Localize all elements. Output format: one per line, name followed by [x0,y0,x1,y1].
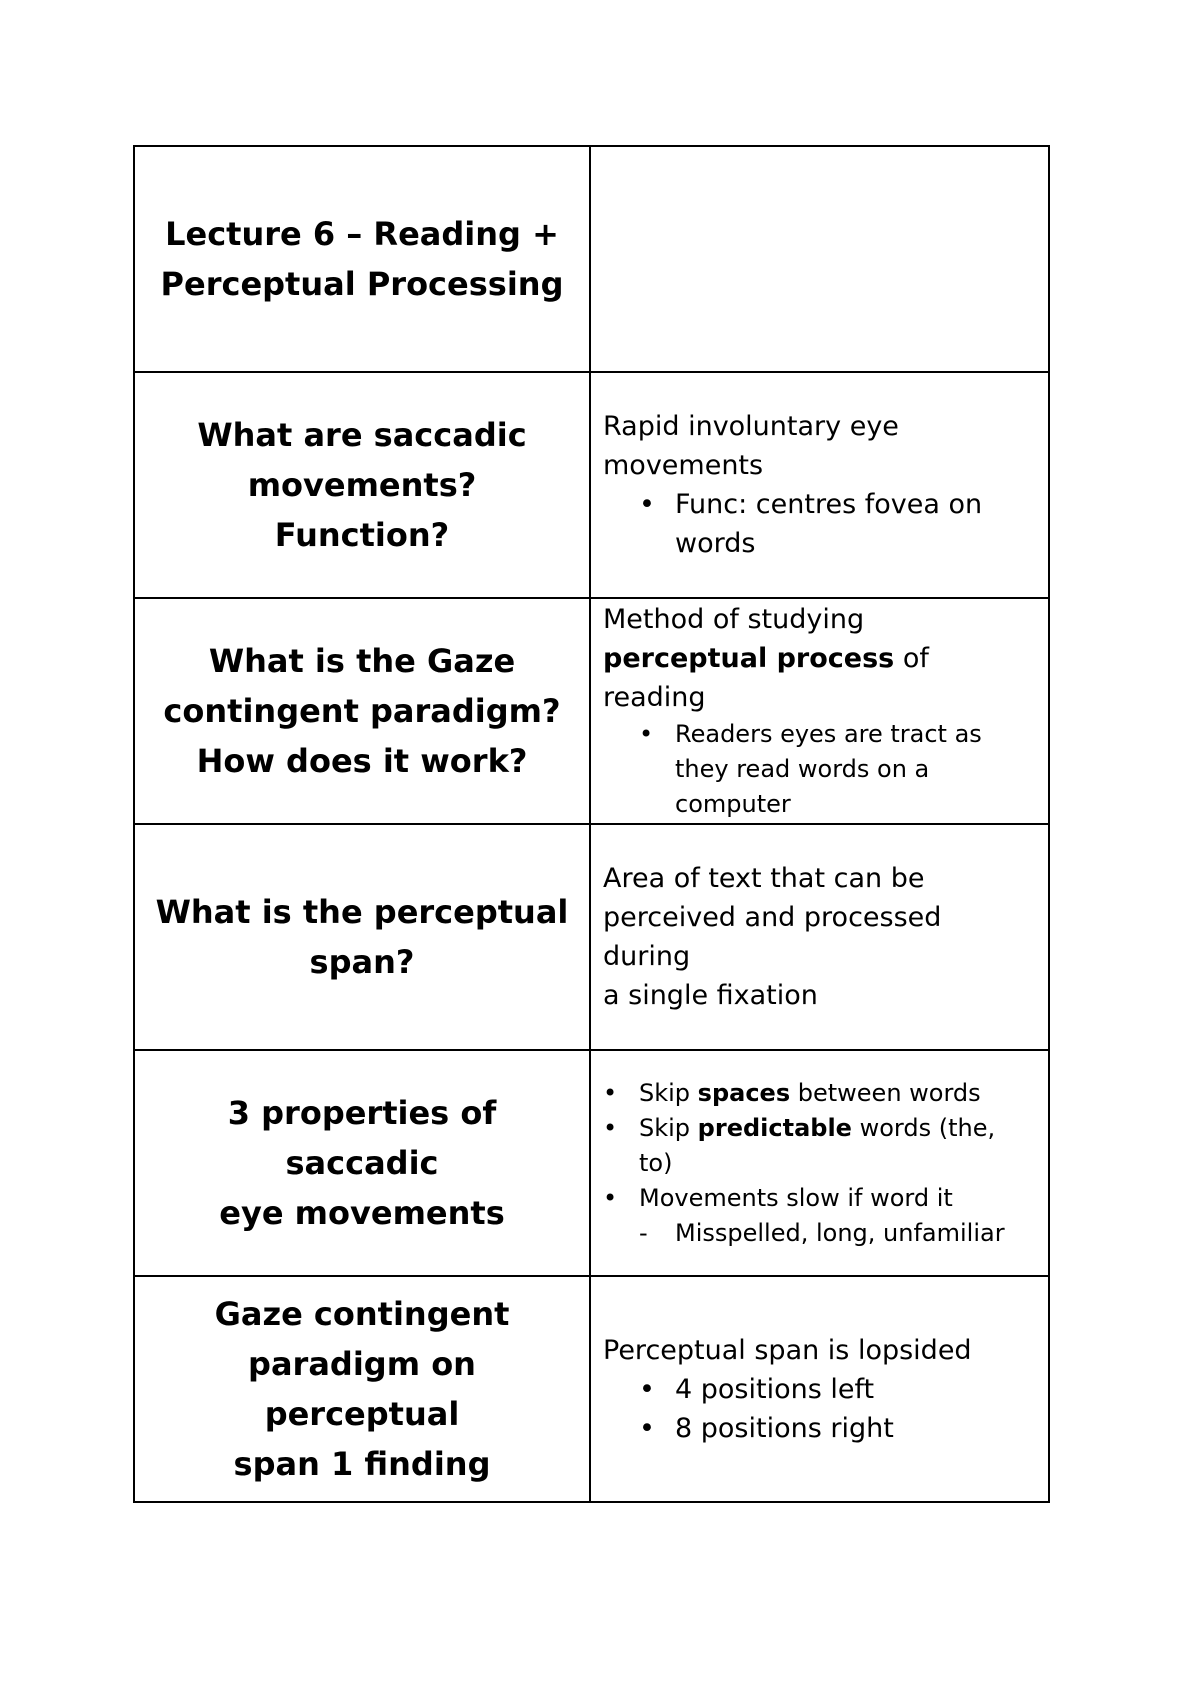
bullet-text: Readers eyes are tract as they read words on a computer [675,720,982,818]
answer-line: Area of text that can be [603,863,925,894]
bullet-bold-text: predictable [697,1113,852,1142]
answer-bullet [603,717,1036,822]
answer-bullet [603,1076,1036,1111]
question-line: span? [309,943,415,981]
bullet-text: Movements slow if word it [639,1183,953,1212]
dash-icon: - [639,1218,648,1247]
bullet-icon: • [603,1113,618,1142]
bullet-text: 8 positions right [675,1412,894,1444]
answer-bullet [603,1409,1036,1448]
question-cell [134,1276,590,1502]
flashcard-row [134,372,1049,598]
question-line: What is the perceptual [155,893,569,931]
answer-cell [590,372,1049,598]
answer-bullet [603,1111,1036,1181]
question-cell [134,598,590,824]
answer-line: movements [603,450,764,481]
answer-line: Perceptual span is lopsided [603,1334,972,1366]
answer-sub-bullet [603,1216,1036,1251]
answer-text: of reading [603,643,929,713]
question-line: span 1 finding [233,1445,491,1483]
answer-cell [590,146,1049,372]
bullet-icon: • [603,1078,618,1107]
bullet-text: Func: centres fovea on words [675,489,983,559]
bullet-text: Skip [639,1113,698,1142]
flashcard-table [133,145,1050,1503]
bullet-text: Misspelled, long, unfamiliar [675,1218,1005,1247]
answer-bullet-list [603,485,1036,563]
bullet-text: 4 positions left [675,1373,875,1405]
question-line: Lecture 6 – Reading + [165,215,559,253]
question-line: paradigm on perceptual [248,1345,476,1433]
answer-cell [590,824,1049,1050]
question-cell [134,1050,590,1276]
answer-cell [590,1050,1049,1276]
answer-bullet [603,1181,1036,1216]
flashcard-row [134,146,1049,372]
bullet-bold-text: spaces [697,1078,791,1107]
bullet-icon: • [639,489,655,520]
question-cell [134,372,590,598]
answer-cell [590,598,1049,824]
answer-bold-text: perceptual process [603,643,895,674]
bullet-text: between words [790,1078,981,1107]
bullet-icon: • [603,1183,618,1212]
bullet-text: words (the, to) [639,1113,996,1177]
answer-bullet-list [603,717,1036,822]
answer-text: Method of studying [603,604,865,635]
question-line: eye movements [219,1194,505,1232]
answer-line: Rapid involuntary eye [603,411,899,442]
question-line: What are saccadic [197,416,527,454]
flashcard-row [134,598,1049,824]
bullet-icon: • [639,720,654,748]
question-line: How does it work? [196,742,528,780]
answer-line [603,600,1036,717]
flashcard-row [134,824,1049,1050]
flashcard-row [134,1276,1049,1502]
question-line: What is the Gaze [208,642,516,680]
answer-bullet-list [603,1370,1036,1448]
question-cell [134,824,590,1050]
answer-line: perceived and processed during [603,902,942,972]
bullet-icon: • [639,1412,655,1444]
bullet-icon: • [639,1373,655,1405]
answer-line: a single fixation [603,980,818,1011]
answer-bullet [603,485,1036,563]
question-line: Gaze contingent [214,1295,510,1333]
question-line: 3 properties of saccadic [227,1094,497,1182]
answer-bullet-list [603,1076,1036,1251]
question-line: movements? Function? [247,466,477,554]
answer-bullet [603,1370,1036,1409]
question-line: contingent paradigm? [163,692,561,730]
question-cell [134,146,590,372]
answer-cell [590,1276,1049,1502]
bullet-text: Skip [639,1078,698,1107]
question-line: Perceptual Processing [160,265,564,303]
flashcard-row [134,1050,1049,1276]
